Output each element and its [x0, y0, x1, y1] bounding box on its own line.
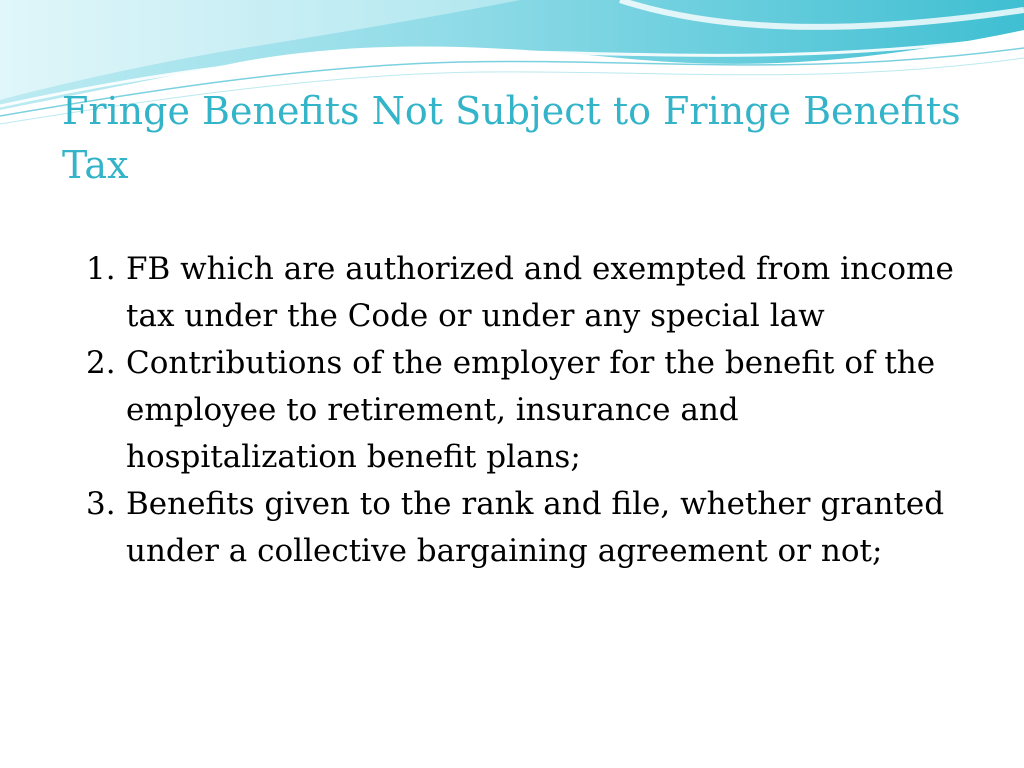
benefit-list	[86, 246, 966, 575]
list-item-text: Benefits given to the rank and file, whether granted under a collective bargaining agreement or not;	[126, 486, 945, 569]
list-item	[86, 246, 966, 340]
list-item-text: Contributions of the employer for the benefit of the employee to retirement, insurance and hospitalization benefit plans;	[126, 345, 936, 475]
list-item-number: 1.	[86, 251, 116, 287]
list-item-text: FB which are authorized and exempted from income tax under the Code or under any special law	[126, 251, 954, 334]
list-item-number: 3.	[86, 486, 116, 522]
list-item	[86, 340, 966, 481]
list-item	[86, 481, 966, 575]
list-item-number: 2.	[86, 345, 116, 381]
slide-title: Fringe Benefits Not Subject to Fringe Benefits Tax	[62, 89, 961, 187]
